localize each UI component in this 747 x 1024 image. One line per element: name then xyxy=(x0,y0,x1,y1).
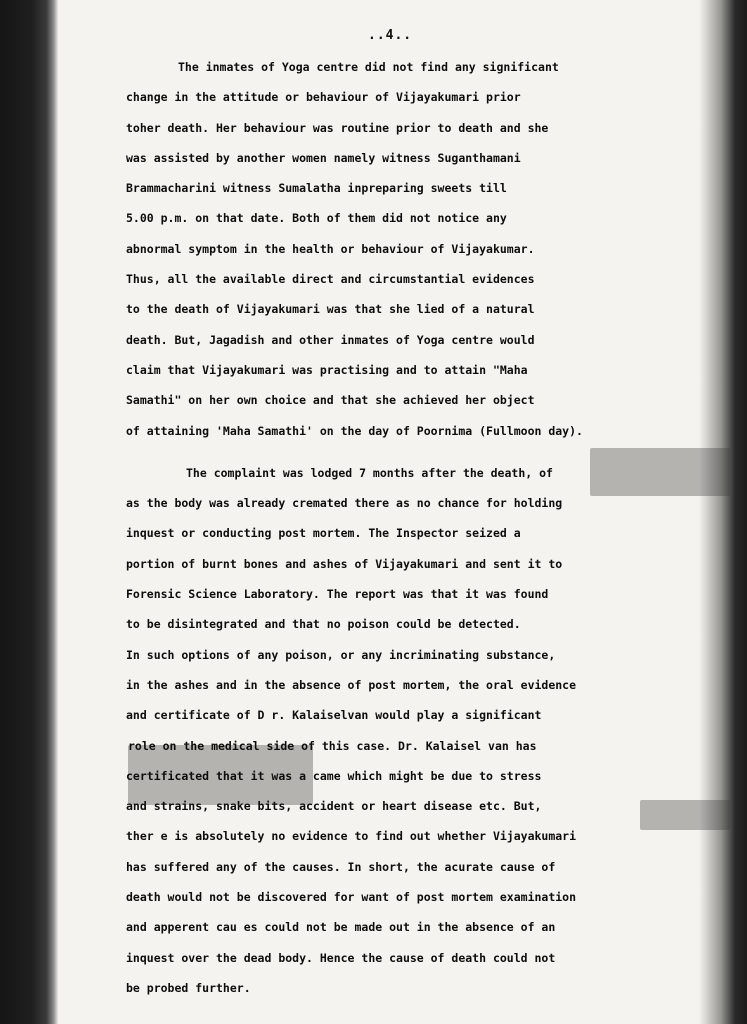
text-line: inquest over the dead body. Hence the cause of death could not xyxy=(126,950,556,965)
text-line: In such options of any poison, or any incriminating substance, xyxy=(126,647,556,662)
text-line: Forensic Science Laboratory. The report was that it was found xyxy=(126,587,549,602)
text-line: as the body was already cremated there as no chance for holding xyxy=(126,496,563,511)
text-line: The inmates of Yoga centre did not find any significant xyxy=(178,60,559,74)
text-line: ther e is absolutely no evidence to find out whether Vijayakumari xyxy=(126,829,577,844)
paragraph-gap xyxy=(126,446,726,458)
scan-left-edge-shadow xyxy=(0,0,58,1024)
text-line: 5.00 p.m. on that date. Both of them did not notice any xyxy=(126,211,507,226)
text-line: Brammacharini witness Sumalatha inpreparing sweets till xyxy=(126,181,507,196)
text-line: and strains, snake bits, accident or heart disease etc. But, xyxy=(126,799,542,814)
text-line: claim that Vijayakumari was practising and to attain "Maha xyxy=(126,362,528,377)
text-line: Thus, all the available direct and circumstantial evidences xyxy=(126,272,535,287)
page-number: ..4.. xyxy=(368,28,413,43)
paragraph-1 xyxy=(126,52,726,446)
text-line: be probed further. xyxy=(126,980,251,995)
text-line: death would not be discovered for want of post mortem examination xyxy=(126,890,577,905)
text-line: and apperent cau es could not be made out in the absence of an xyxy=(126,920,556,935)
text-line: toher death. Her behaviour was routine prior to death and she xyxy=(126,120,549,135)
text-line: portion of burnt bones and ashes of Vijayakumari and sent it to xyxy=(126,556,563,571)
text-line: certificated that it was a came which might be due to stress xyxy=(126,768,542,783)
text-line: change in the attitude or behaviour of Vijayakumari prior xyxy=(126,90,521,105)
text-line: to be disintegrated and that no poison could be detected. xyxy=(126,617,521,632)
document-body xyxy=(126,52,726,1003)
text-line: of attaining 'Maha Samathi' on the day of Poornima (Fullmoon day). xyxy=(126,423,583,438)
text-line: Samathi" on her own choice and that she achieved her object xyxy=(126,393,535,408)
text-line: to the death of Vijayakumari was that she lied of a natural xyxy=(126,302,535,317)
text-line: abnormal symptom in the health or behaviour of Vijayakumar. xyxy=(126,241,535,256)
paragraph-2 xyxy=(126,458,726,1003)
text-line: inquest or conducting post mortem. The Inspector seized a xyxy=(126,526,521,541)
text-line: has suffered any of the causes. In short, the acurate cause of xyxy=(126,859,556,874)
text-line: and certificate of D r. Kalaiselvan would play a significant xyxy=(126,708,542,723)
text-line: was assisted by another women namely witness Suganthamani xyxy=(126,150,521,165)
text-line: The complaint was lodged 7 months after the death, of xyxy=(186,465,553,480)
text-line: role on the medical side of this case. Dr. Kalaisel van has xyxy=(128,738,537,753)
text-line: death. But, Jagadish and other inmates of Yoga centre would xyxy=(126,332,535,347)
text-line: in the ashes and in the absence of post mortem, the oral evidence xyxy=(126,677,577,692)
